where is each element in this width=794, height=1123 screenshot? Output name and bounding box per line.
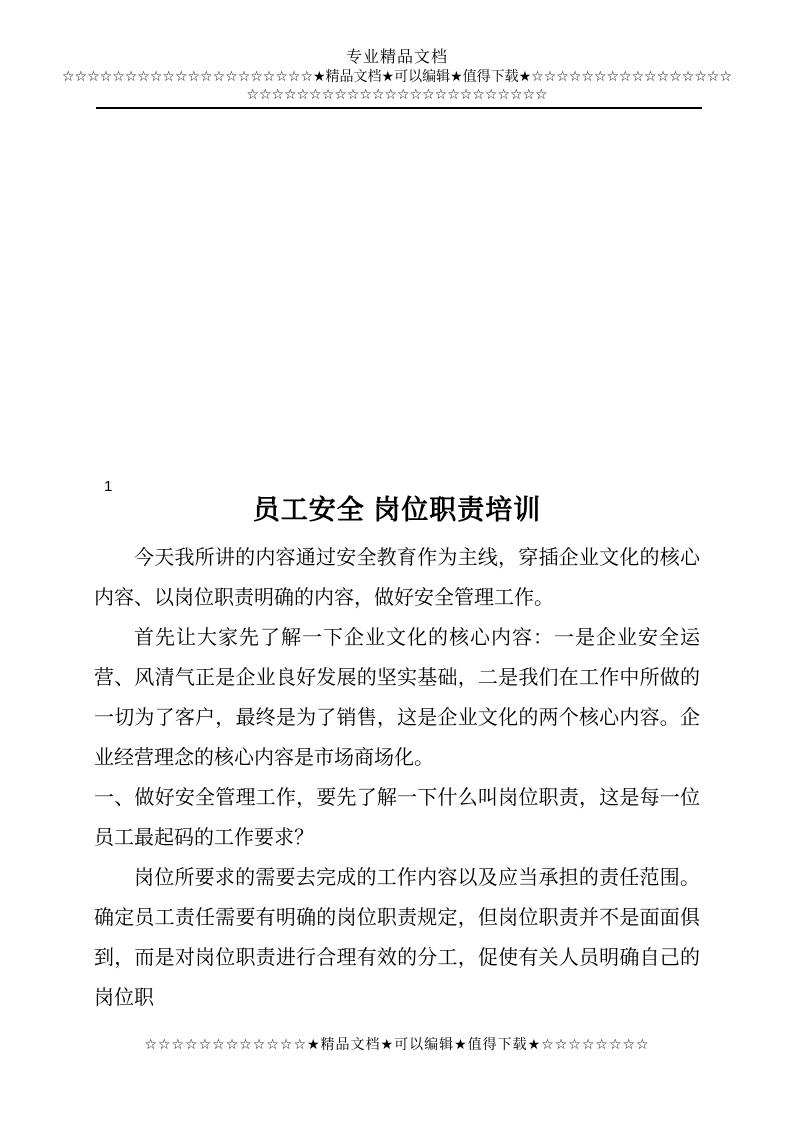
paragraph-intro: 今天我所讲的内容通过安全教育作为主线，穿插企业文化的核心内容、以岗位职责明确的内容，做好安全管理工作。 (94, 547, 700, 609)
header-rule-divider (96, 107, 702, 109)
document-body (94, 538, 700, 1018)
page-number: 1 (104, 478, 113, 495)
footer-star-line: ☆☆☆☆☆☆☆☆☆☆☆☆★精品文档★可以编辑★值得下载★☆☆☆☆☆☆☆☆ (144, 1036, 650, 1052)
document-title: 员工安全 岗位职责培训 (252, 495, 542, 525)
paragraph-job-duty: 岗位所要求的需要去完成的工作内容以及应当承担的责任范围。确定员工责任需要有明确的岗位职责规定，但岗位职责并不是面面俱到，而是对岗位职责进行合理有效的分工，促使有关人员明确自己的岗位职 (94, 867, 700, 1009)
paragraph-culture-core: 首先让大家先了解一下企业文化的核心内容：一是企业安全运营、风清气正是企业良好发展的坚实基础，二是我们在工作中所做的一切为了客户，最终是为了销售，这是企业文化的两个核心内容。企业经营理念的核心内容是市场商场化。 (94, 627, 700, 769)
header-star-line-1: ☆☆☆☆☆☆☆☆☆☆☆☆☆☆☆☆☆☆☆☆★精品文档★可以编辑★值得下载★☆☆☆☆☆☆☆☆☆☆☆☆☆☆☆☆ (61, 68, 733, 84)
paragraph-section-one: 一、做好安全管理工作，要先了解一下什么叫岗位职责，这是每一位员工最起码的工作要求？ (94, 787, 700, 849)
page-footer (0, 1034, 794, 1054)
header-star-line-2: ☆☆☆☆☆☆☆☆☆☆☆☆☆☆☆☆☆☆☆☆☆☆☆☆ (246, 86, 548, 102)
page-header (0, 48, 794, 103)
header-title: 专业精品文档 (345, 49, 448, 66)
